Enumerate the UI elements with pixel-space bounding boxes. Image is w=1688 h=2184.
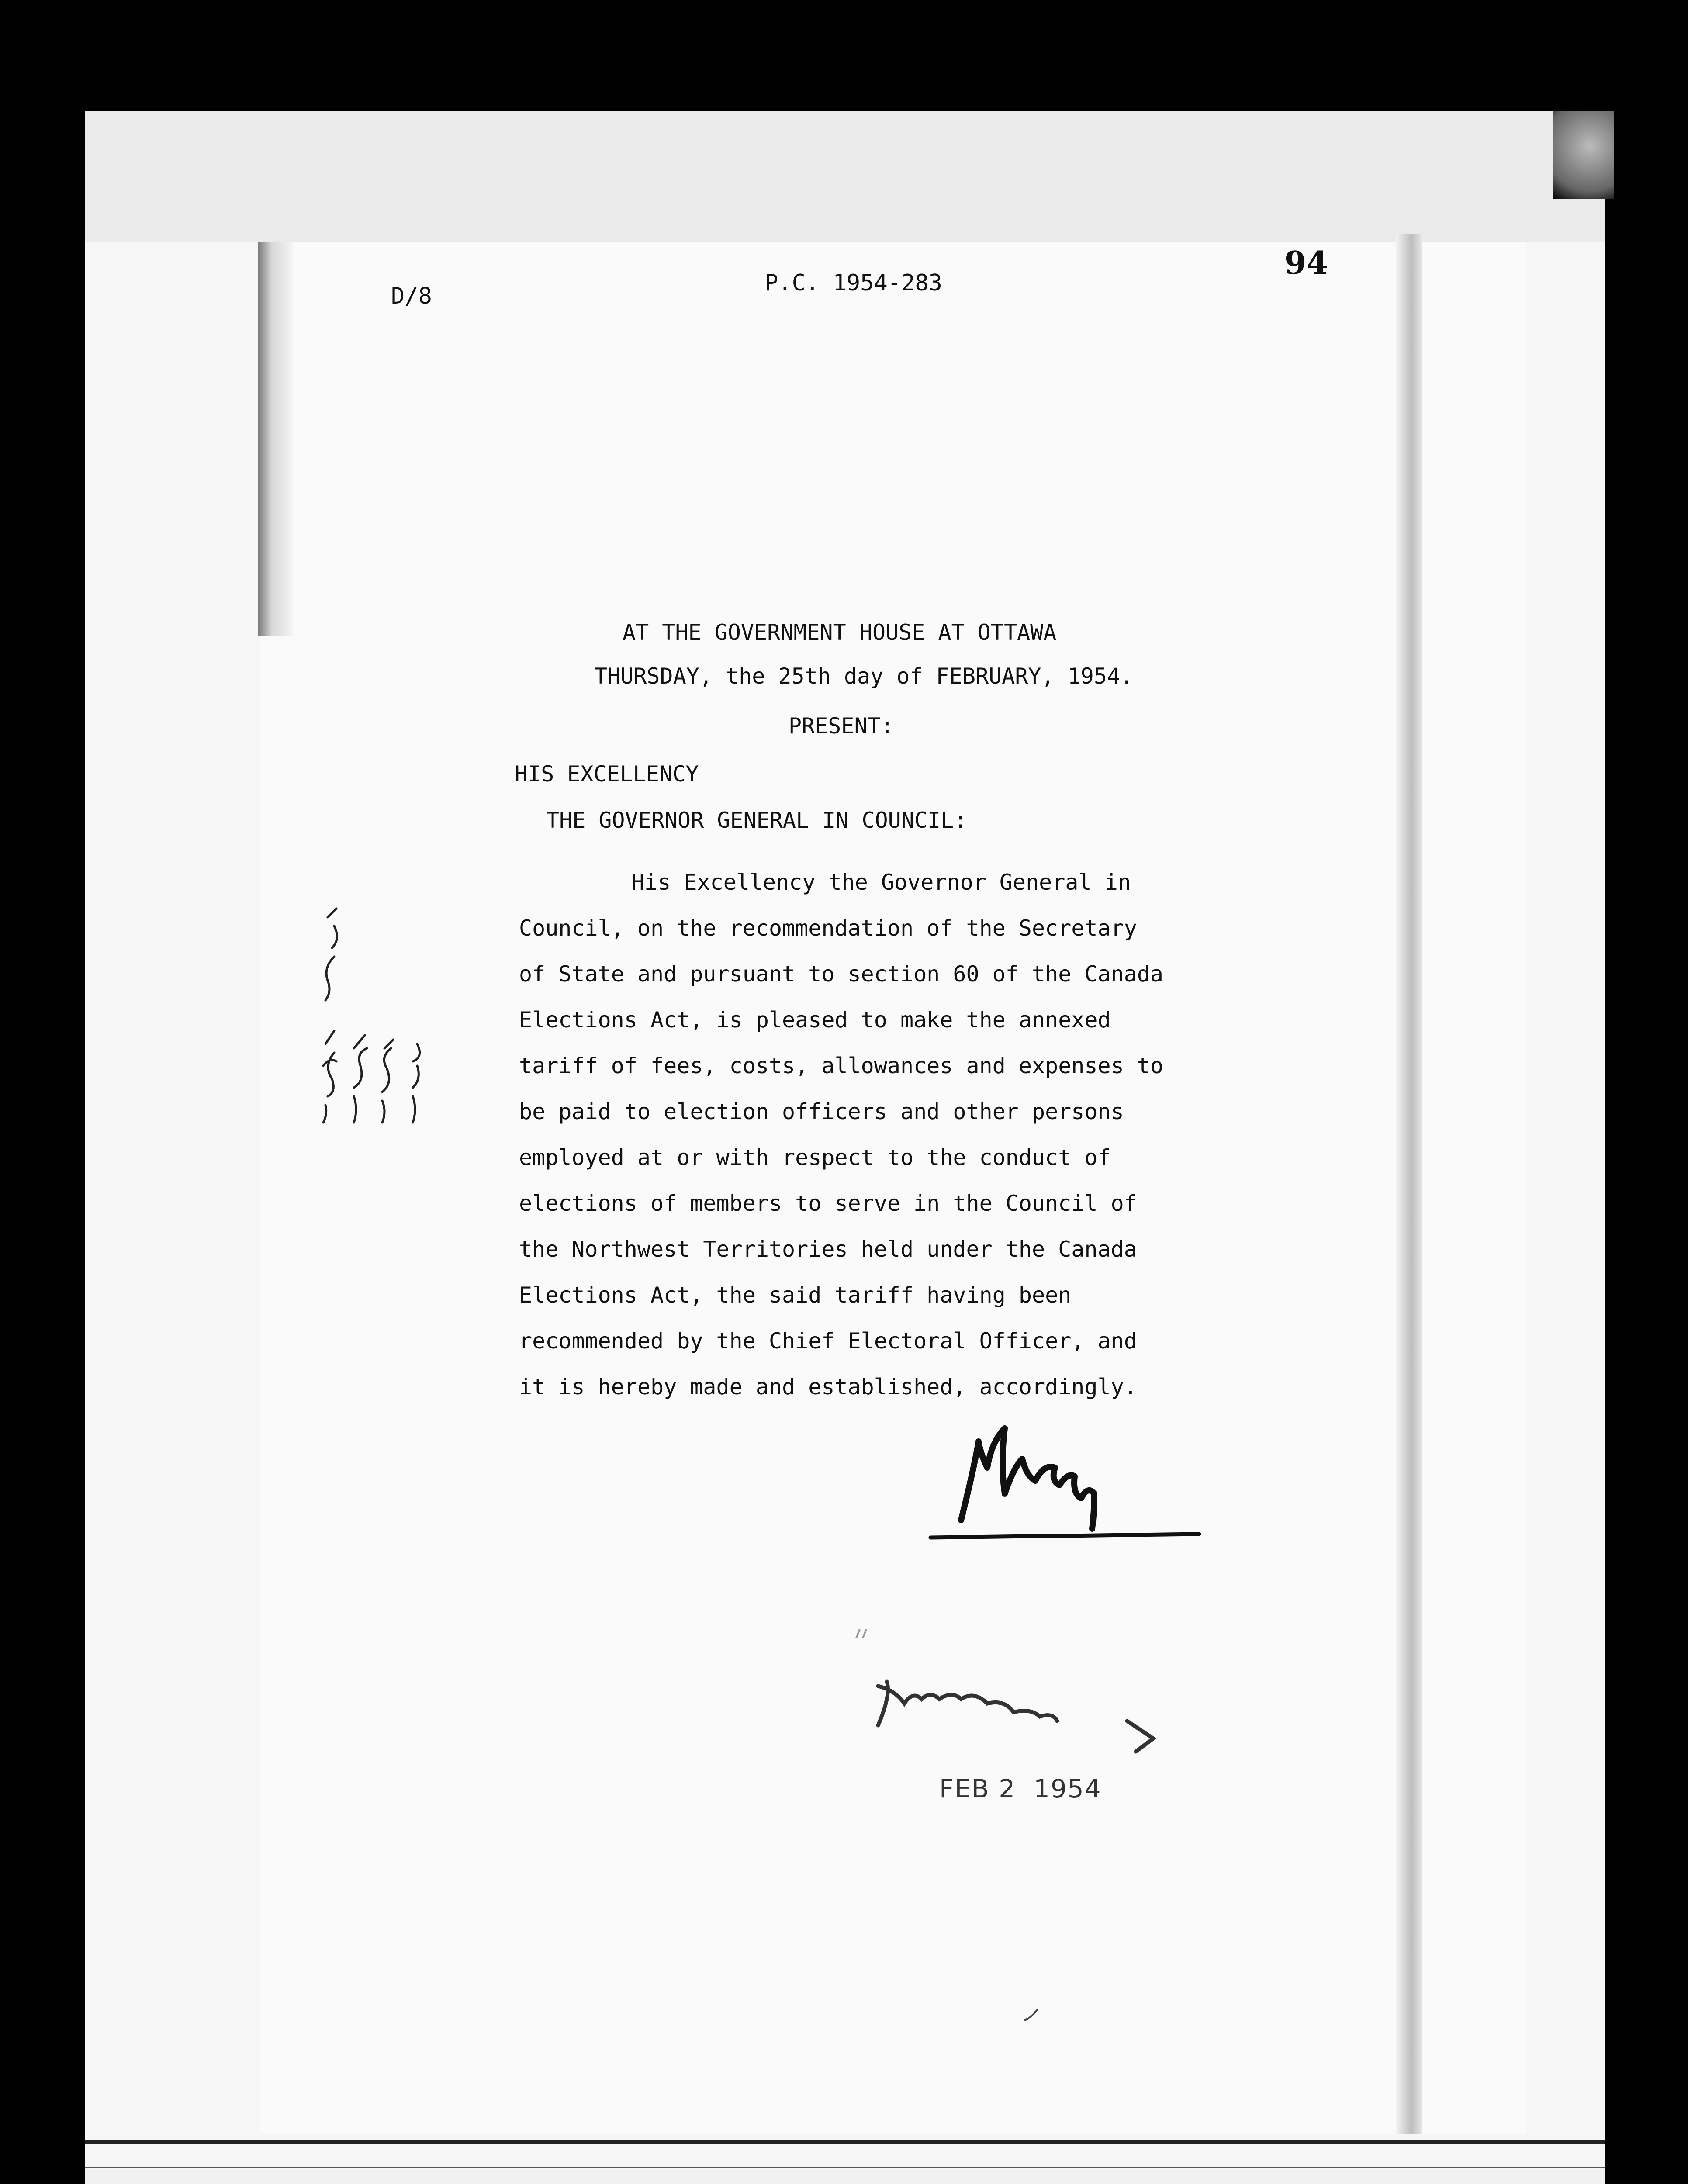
- body-line: tariff of fees, costs, allowances and expenses to: [519, 1053, 1164, 1078]
- body-line: employed at or with respect to the conduct of: [519, 1145, 1111, 1170]
- present-his-excellency: HIS EXCELLENCY: [515, 761, 699, 787]
- body-line: of State and pursuant to section 60 of the Canada: [519, 961, 1164, 987]
- heading-present: PRESENT:: [789, 713, 894, 739]
- torn-corner-top-right: [1553, 111, 1614, 199]
- body-line: His Excellency the Governor General in: [631, 870, 1131, 895]
- heading-location: AT THE GOVERNMENT HOUSE AT OTTAWA: [623, 620, 1057, 645]
- folio-number: 94: [1284, 244, 1328, 281]
- present-governor-general: THE GOVERNOR GENERAL IN COUNCIL:: [546, 808, 967, 833]
- page-edge-shadow-right: [1396, 234, 1422, 2134]
- page-edge-shadow-left: [258, 242, 293, 636]
- body-line: Elections Act, is pleased to make the annexed: [519, 1007, 1111, 1033]
- bottom-rule: [85, 2167, 1605, 2168]
- body-line: the Northwest Territories held under the Canada: [519, 1237, 1137, 1262]
- order-number: P.C. 1954-283: [764, 270, 942, 296]
- page-inner: [260, 242, 1527, 2134]
- body-line: elections of members to serve in the Council of: [519, 1191, 1137, 1216]
- margin-note-handwriting: [306, 878, 446, 1149]
- bottom-strip: [85, 2169, 1605, 2184]
- body-line: recommended by the Chief Electoral Officer, and: [519, 1328, 1137, 1354]
- body-line: Elections Act, the said tariff having been: [519, 1282, 1072, 1308]
- file-reference: D/8: [391, 283, 432, 309]
- body-line: be paid to election officers and other persons: [519, 1099, 1124, 1124]
- heading-date: THURSDAY, the 25th day of FEBRUARY, 1954.: [594, 663, 1134, 689]
- page-top-band: [85, 111, 1605, 242]
- body-line: it is hereby made and established, accordingly.: [519, 1374, 1137, 1400]
- received-date-stamp: FEB 2 1954: [939, 1774, 1102, 1804]
- bottom-rule: [85, 2140, 1605, 2144]
- body-line: Council, on the recommendation of the Secretary: [519, 916, 1137, 941]
